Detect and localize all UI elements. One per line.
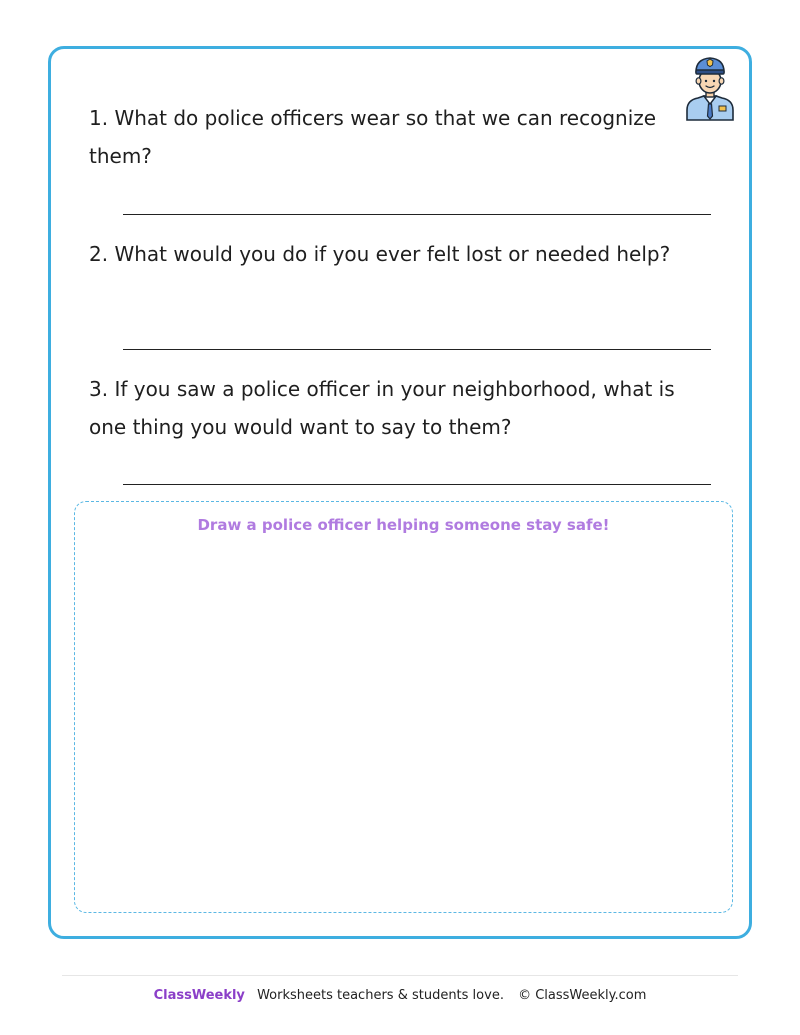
footer-tagline: Worksheets teachers & students love.	[257, 988, 504, 1003]
footer-divider	[62, 975, 738, 976]
question-1: 1. What do police officers wear so that we can recognize them?	[89, 106, 657, 168]
question-3: 3. If you saw a police officer in your neighborhood, what is one thing you would want to say to them?	[89, 377, 675, 439]
footer	[0, 988, 800, 1003]
question-2: 2. What would you do if you ever felt lost or needed help?	[89, 242, 671, 266]
drawing-prompt: Draw a police officer helping someone stay safe!	[197, 516, 610, 534]
footer-brand: ClassWeekly	[153, 988, 245, 1003]
worksheet-card	[48, 46, 752, 939]
footer-copyright: © ClassWeekly.com	[518, 988, 647, 1003]
answer-line-3[interactable]	[123, 484, 711, 485]
answer-line-1[interactable]	[123, 214, 711, 215]
police-officer-icon	[684, 54, 736, 122]
answer-line-2[interactable]	[123, 349, 711, 350]
drawing-area[interactable]	[74, 501, 733, 913]
